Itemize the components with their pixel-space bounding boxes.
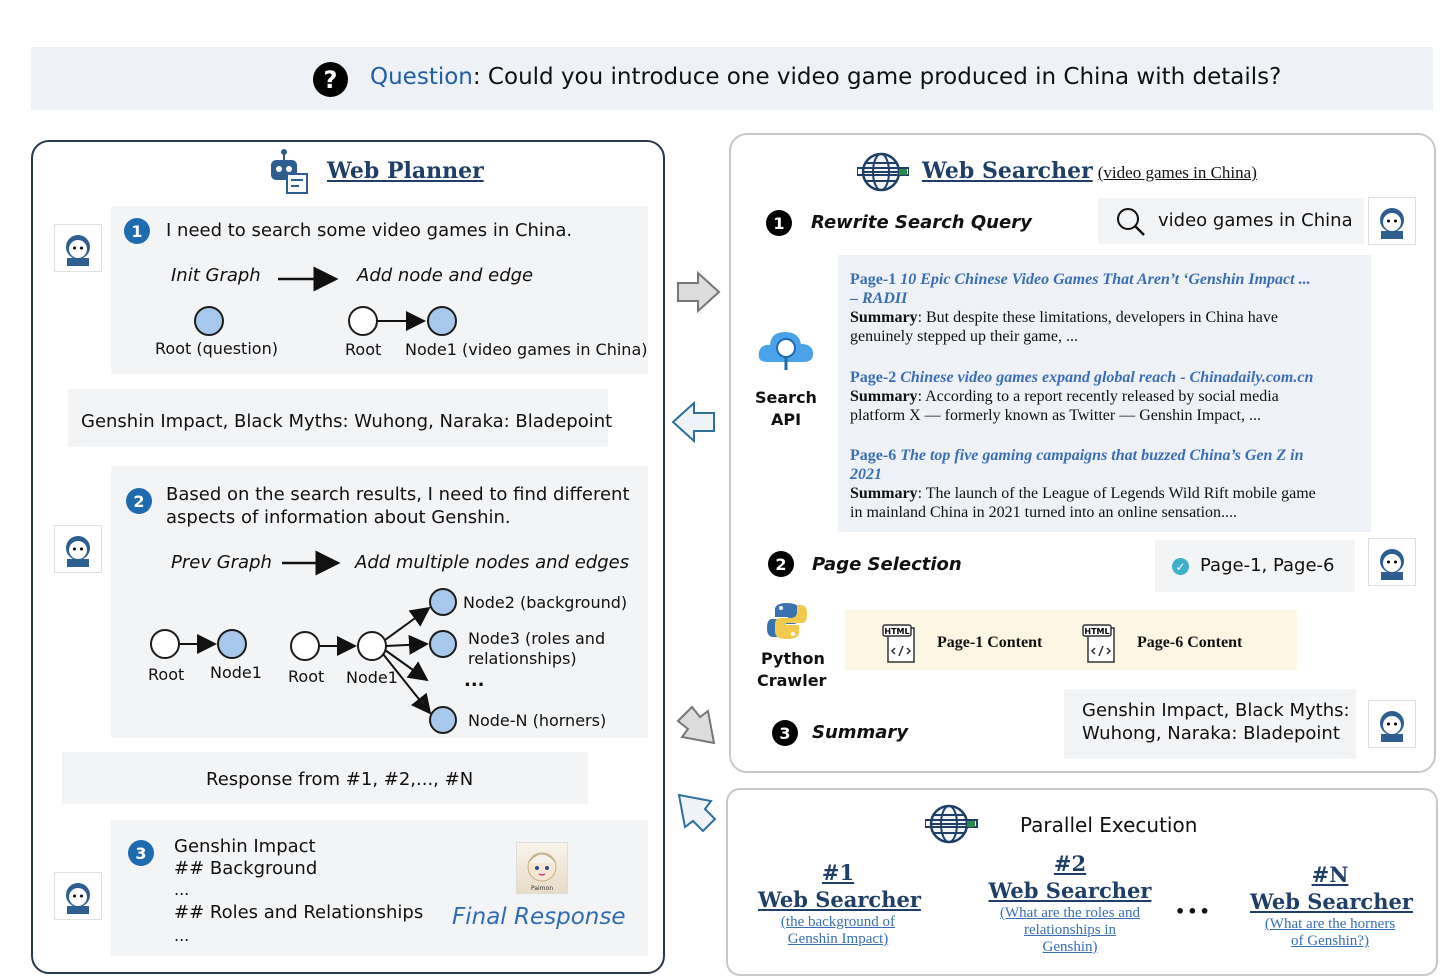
planner-step1-graph-left-label: Init Graph (171, 265, 261, 286)
searcher-title-row (922, 158, 1257, 184)
search-result-2-title-line1 (850, 368, 1370, 387)
graph-node-root-a (151, 630, 179, 658)
paimon-avatar (516, 842, 568, 894)
search-result-1-page: Page-1 (850, 271, 897, 288)
parallel-searcher-1[interactable] (758, 860, 921, 948)
arrow-up-left-icon (675, 791, 719, 835)
robot-icon (265, 148, 310, 194)
search-api-icon (757, 322, 815, 372)
planner-step2-node1-a-label: Node1 (210, 663, 262, 682)
python-icon (766, 600, 808, 642)
search-result-1-title: 10 Epic Chinese Video Games That Aren’t ‘Genshin Impact ... (900, 271, 1311, 288)
paimon-avatar-caption: Paimon (530, 885, 553, 892)
planner-step1-text: I need to search some video games in China. (166, 220, 573, 241)
search-result-2-summary-label: Summary (850, 388, 918, 405)
search-result-3-summary-text: : The launch of the League of Legends Wild Rift mobile game (917, 485, 1316, 502)
searcher-summary-line1: Genshin Impact, Black Myths: (1082, 700, 1350, 721)
planner-step2-root-a-label: Root (148, 665, 185, 684)
parallel-searcher-n-query-1: (What are the horners (1264, 916, 1396, 932)
parallel-searcher-2-query-2: relationships in (1023, 922, 1117, 938)
parallel-title: Parallel Execution (1020, 813, 1198, 837)
search-result-3-summary-label: Summary (850, 485, 918, 502)
planner-step2-graph-left-label: Prev Graph (171, 552, 272, 573)
graph-node-node1-a (218, 630, 246, 658)
planner-avatar-3 (54, 872, 102, 920)
search-icon (1114, 205, 1148, 239)
search-result-1[interactable] (850, 270, 1370, 346)
arrow-left-icon (670, 401, 716, 443)
parallel-searcher-2-id: #2 (1053, 851, 1087, 876)
planner-step2-nodeN-label: Node-N (horners) (468, 711, 607, 730)
graph-edge (385, 608, 429, 640)
search-result-3-title-line2: 2021 (850, 466, 882, 483)
searcher-step3-number: 3 (772, 720, 798, 746)
html-file-tag: HTML (884, 627, 910, 636)
searcher-summary-line2: Wuhong, Naraka: Bladepoint (1082, 723, 1340, 744)
planner-title: Web Planner (327, 158, 484, 184)
arrow-right-icon (676, 271, 722, 313)
planner-step2-node3-label-1: Node3 (roles and (468, 629, 606, 648)
search-result-1-summary-text: : But despite these limitations, developers in China have (917, 309, 1278, 326)
html-file-icon (1082, 622, 1122, 664)
planner-step2-node1-b-label: Node1 (346, 668, 398, 687)
search-result-3-title: The top five gaming campaigns that buzzed China’s Gen Z in (900, 447, 1304, 464)
page-selection-text: Page-1, Page-6 (1200, 555, 1335, 576)
crawler-label-2: Crawler (757, 671, 827, 690)
search-api-label-1: Search (755, 388, 817, 407)
searcher-avatar-1 (1368, 197, 1416, 245)
searcher-step1-label: Rewrite Search Query (811, 212, 1032, 233)
planner-step2-node2-label: Node2 (background) (463, 593, 628, 612)
planner-step3-number: 3 (128, 840, 154, 866)
searcher-avatar-2 (1368, 538, 1416, 586)
parallel-searcher-2-name: Web Searcher (988, 878, 1152, 903)
planner-avatar-2 (54, 525, 102, 573)
arrow-down-right-icon (674, 703, 718, 747)
question-mark-icon: ? (313, 62, 348, 97)
graph-node-root (349, 307, 377, 335)
search-result-3-summary-line2: in mainland China in 2021 turned into an online sensation.... (850, 504, 1238, 521)
question-text (370, 64, 1281, 90)
graph-node-root-b (291, 632, 319, 660)
searcher-step3-label: Summary (812, 722, 909, 743)
planner-avatar-1 (54, 224, 102, 272)
search-result-1-summary-line2: genuinely stepped up their game, ... (850, 328, 1078, 345)
search-result-2-summary-text: : According to a report recently released by social media (917, 388, 1279, 405)
html-file-icon (882, 622, 922, 664)
planner-step1-number: 1 (124, 218, 150, 244)
page6-content-label: Page-6 Content (1137, 634, 1243, 651)
planner-step2-graph-right-label: Add multiple nodes and edges (355, 552, 630, 573)
planner-step3-line1: Genshin Impact (174, 836, 316, 857)
search-result-3[interactable] (850, 446, 1370, 522)
searcher-step1-number: 1 (766, 210, 792, 236)
parallel-searcher-1-query-2: Genshin Impact) (787, 931, 889, 947)
search-result-2-summary-line1 (850, 387, 1370, 406)
search-result-2-summary-line2: platform X — formerly known as Twitter — Genshin Impact, ... (850, 407, 1261, 424)
searcher-avatar-3 (1368, 700, 1416, 748)
parallel-ellipsis: ••• (1175, 902, 1212, 921)
search-result-1-summary-label: Summary (850, 309, 918, 326)
planner-result2-text: Response from #1, #2,..., #N (206, 769, 474, 790)
planner-step2-node3-label-2: relationships) (468, 649, 577, 668)
planner-step1-graph-right-label: Add node and edge (357, 265, 534, 286)
search-result-1-title-line1 (850, 270, 1370, 289)
searcher-step2-label: Page Selection (812, 554, 962, 575)
crawler-label-1: Python (761, 649, 825, 668)
planner-step1-root-question-label: Root (question) (155, 339, 278, 358)
globe-icon (925, 803, 979, 845)
parallel-searcher-1-name: Web Searcher (758, 887, 921, 912)
parallel-searcher-2-query-1: (What are the roles and (1000, 905, 1140, 921)
searcher-title: Web Searcher (922, 158, 1093, 184)
planner-step2-text-line2: aspects of information about Genshin. (166, 507, 511, 528)
planner-step3-line5: ... (174, 926, 190, 945)
planner-step3-line2: ## Background (174, 858, 318, 879)
parallel-searcher-2[interactable] (985, 851, 1155, 956)
graph-edge (386, 644, 427, 646)
planner-step3-line4: ## Roles and Relationships (174, 902, 424, 923)
parallel-searcher-1-query-1: (the background of (780, 914, 896, 930)
parallel-searcher-n[interactable] (1250, 862, 1413, 950)
planner-step2-root-b-label: Root (288, 667, 325, 686)
parallel-searcher-1-id: #1 (821, 860, 855, 885)
planner-step1-root-label: Root (345, 340, 382, 359)
check-icon: ✓ (1172, 558, 1189, 575)
searcher-step2-number: 2 (768, 551, 794, 577)
graph-node-node2 (430, 589, 456, 615)
search-query-text: video games in China (1158, 210, 1353, 231)
globe-icon (857, 151, 909, 193)
planner-step3-line3: ... (174, 880, 190, 899)
parallel-searcher-n-name: Web Searcher (1250, 889, 1413, 914)
graph-node-node1 (428, 307, 456, 335)
search-result-3-page: Page-6 (850, 447, 897, 464)
graph-node-root-question (195, 307, 223, 335)
page1-content-label: Page-1 Content (937, 634, 1043, 651)
parallel-searcher-n-query-2: of Genshin?) (1291, 933, 1369, 949)
planner-step2-number: 2 (126, 488, 152, 514)
final-response-label: Final Response (452, 904, 626, 930)
search-result-1-title-line2: – RADII (850, 290, 908, 307)
search-result-1-summary-line1 (850, 308, 1370, 327)
question-body: : Could you introduce one video game produced in China with details? (472, 64, 1282, 90)
search-result-3-title-line1 (850, 446, 1370, 465)
search-result-2[interactable] (850, 368, 1370, 425)
searcher-subtitle: (video games in China) (1097, 163, 1257, 182)
question-prefix: Question (370, 64, 473, 90)
planner-step2-text-line1: Based on the search results, I need to find different (166, 484, 630, 505)
parallel-searcher-2-query-3: Genshin) (1042, 939, 1098, 955)
search-api-label-2: API (771, 410, 802, 429)
search-result-2-title: Chinese video games expand global reach - Chinadaily.com.cn (900, 369, 1314, 386)
planner-step1-node1-label: Node1 (video games in China) (405, 340, 648, 359)
planner-step2-dots: ... (464, 670, 485, 691)
parallel-searcher-n-id: #N (1311, 862, 1349, 887)
search-result-3-summary-line1 (850, 484, 1370, 503)
search-result-2-page: Page-2 (850, 369, 897, 386)
graph-node-node3 (430, 631, 456, 657)
graph-node-node1-b (358, 632, 386, 660)
html-file-tag: HTML (1084, 627, 1110, 636)
planner-result1-text: Genshin Impact, Black Myths: Wuhong, Naraka: Bladepoint (81, 411, 613, 432)
graph-node-nodeN (430, 707, 456, 733)
